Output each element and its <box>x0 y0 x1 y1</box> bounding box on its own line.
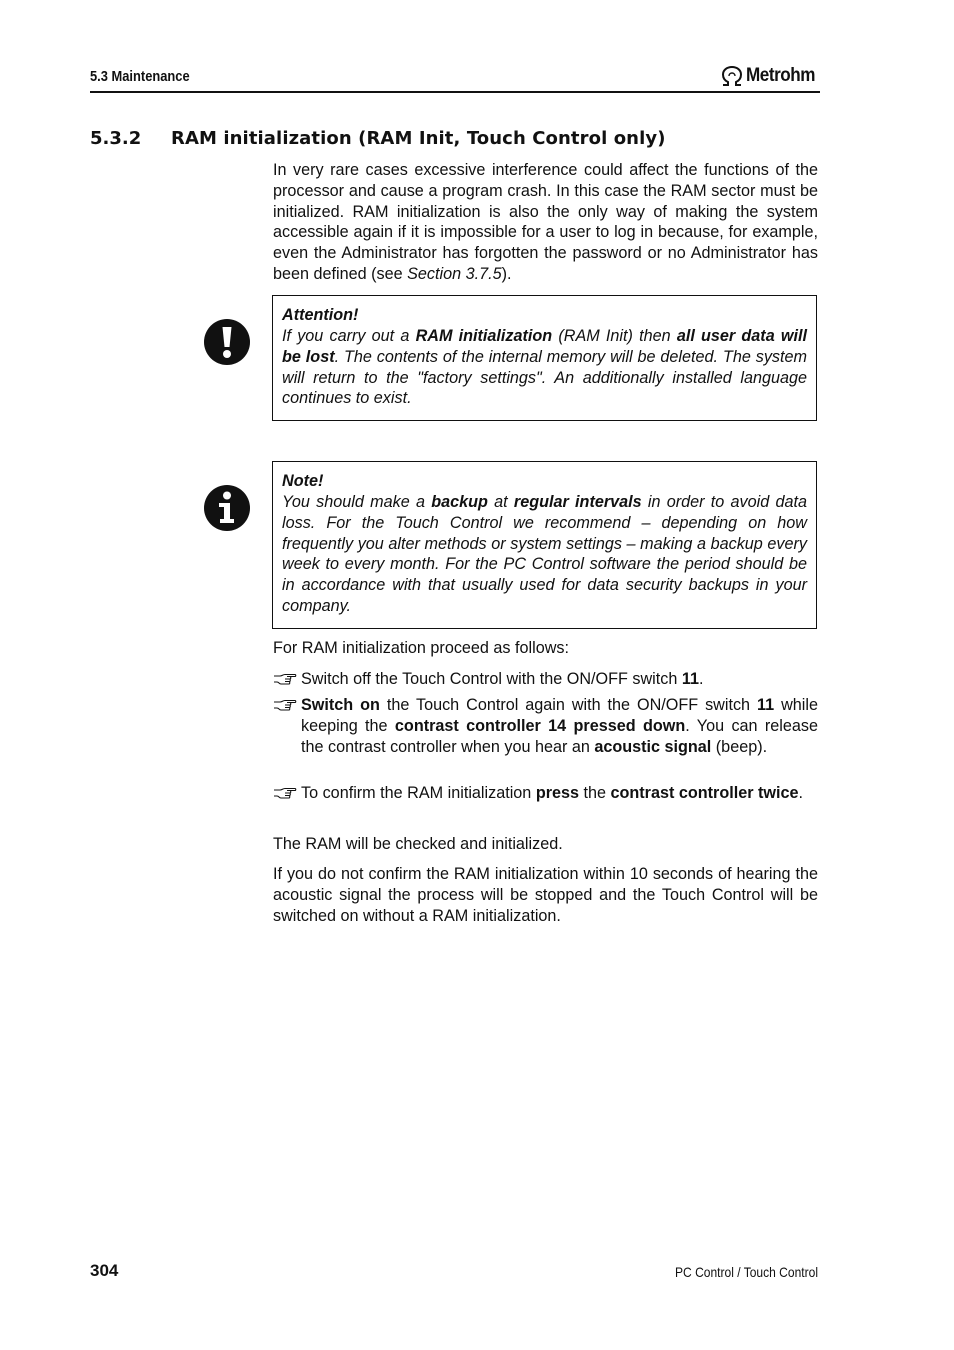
logo-wordmark: Metrohm <box>746 65 816 86</box>
attention-text: If you carry out a RAM initialization (RAM Init) then all user data will be lost. The contents of the internal memory will be deleted. The system will return to the "factory settings". An additionally installed language continues to exist. <box>282 327 808 408</box>
acoustic-signal-emphasis: acoustic signal <box>594 737 712 756</box>
intro-end: ). <box>501 264 512 283</box>
switch-on-emphasis: Switch on <box>301 696 380 714</box>
procedure-intro: For RAM initialization proceed as follows: <box>273 639 569 657</box>
procedure-step-3: To confirm the RAM initialization press the contrast controller twice. <box>273 783 818 804</box>
regular-intervals-emphasis: regular intervals <box>513 493 642 511</box>
pointing-hand-icon <box>273 697 297 713</box>
exclamation-icon <box>203 318 251 366</box>
procedure-step-1: Switch off the Touch Control with the ON/OFF switch 11. <box>273 669 818 690</box>
info-icon <box>203 484 251 532</box>
checked-paragraph: The RAM will be checked and initialized. <box>273 835 563 853</box>
backup-emphasis: backup <box>431 493 488 511</box>
section-title: RAM initialization (RAM Init, Touch Control only) <box>171 128 666 149</box>
attention-box <box>272 295 817 421</box>
footer-document-title: PC Control / Touch Control <box>675 1264 818 1280</box>
pointing-hand-icon <box>273 671 297 687</box>
switch-number: 11 <box>757 696 775 714</box>
ram-initialization-emphasis: RAM initialization <box>415 327 553 345</box>
procedure-step-2: Switch on the Touch Control again with the ON/OFF switch 11 while keeping the contrast controller 14 pressed down. You can release the contrast controller when you hear an acoustic signal (beep). <box>273 695 818 757</box>
section-reference-link: Section 3.7.5 <box>407 264 502 283</box>
note-title: Note! <box>282 472 324 490</box>
intro-paragraph <box>273 160 818 285</box>
note-text: You should make a backup at regular intervals in order to avoid data loss. For the Touch Control we recommend – depending on how frequently you alter methods or system settings – making a backup every week to every month. For the PC Control software the period should be in accordance with that usually used for data security backups in your company. <box>282 493 807 615</box>
section-number: 5.3.2 <box>90 128 142 149</box>
switch-number: 11 <box>681 670 699 688</box>
note-box <box>272 461 817 629</box>
contrast-controller-emphasis: contrast controller 14 pressed down <box>394 716 686 735</box>
header-rule <box>90 91 820 93</box>
pointing-hand-icon <box>273 785 297 801</box>
attention-title: Attention! <box>282 306 359 324</box>
metrohm-logo <box>720 63 823 89</box>
press-emphasis: press <box>535 784 580 802</box>
omega-icon <box>720 65 744 87</box>
data-loss-emphasis: all user data will be lost <box>282 327 807 366</box>
page-number: 304 <box>90 1261 119 1280</box>
running-header-section: 5.3 Maintenance <box>90 68 190 85</box>
closing-paragraph: If you do not confirm the RAM initialization within 10 seconds of hearing the acoustic signal the process will be stopped and the Touch Control will be switched on without a RAM initialization. <box>273 865 818 925</box>
contrast-controller-twice-emphasis: contrast controller twice <box>610 784 799 802</box>
intro-text: In very rare cases excessive interference could affect the functions of the processor and cause a program crash. In this case the RAM sector must be initialized. RAM initialization is also the only way of making the system accessible again if it is impossible for a user to log in because, for example, even the Administrator has forgotten the password or no Administrator has been defined (see <box>273 161 818 283</box>
